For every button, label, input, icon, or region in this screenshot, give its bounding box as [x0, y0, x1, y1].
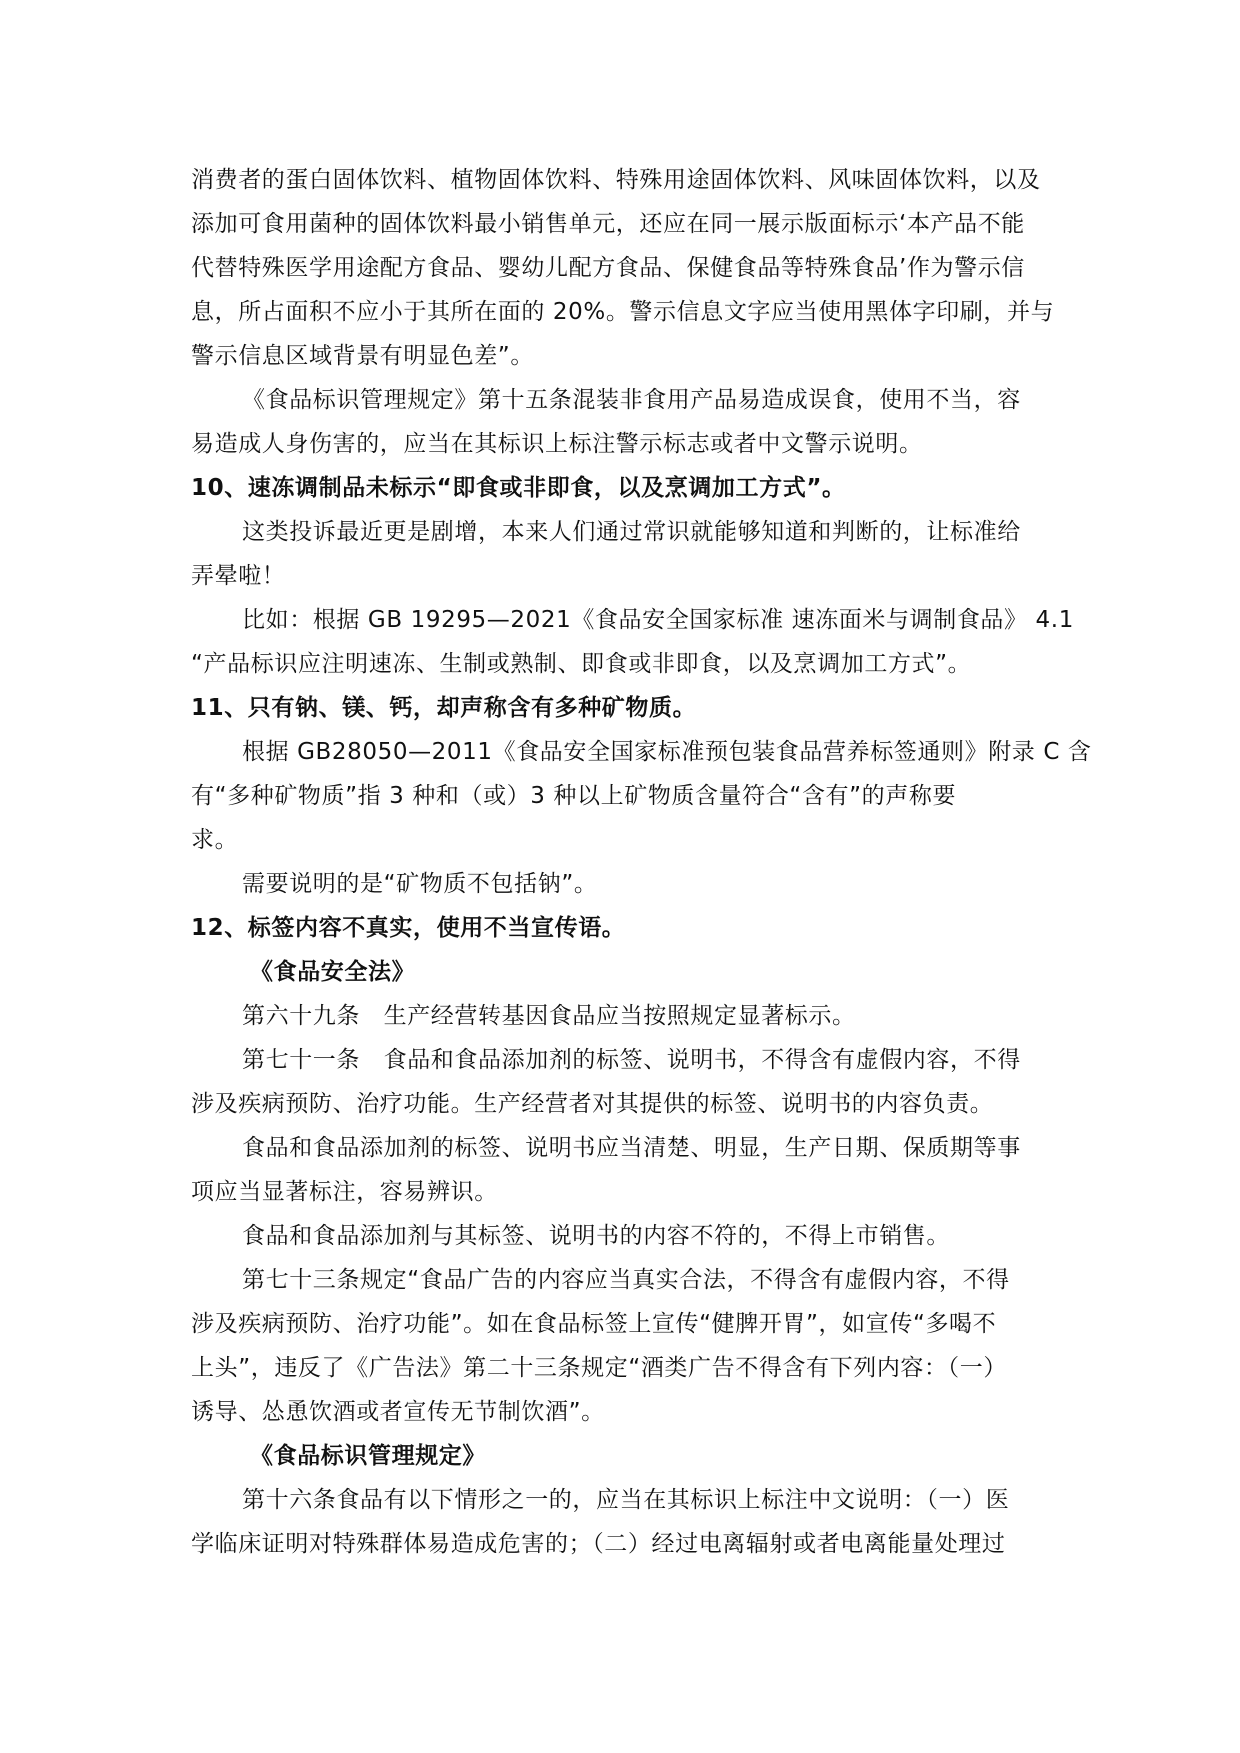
paragraph-line: 涉及疾病预防、治疗功能”。如在食品标签上宣传“健脾开胃”，如宣传“多喝不	[191, 1311, 997, 1337]
paragraph-line: 需要说明的是“矿物质不包括钠”。	[242, 871, 598, 897]
section-heading-11: 11、只有钠、镁、钙，却声称含有多种矿物质。	[191, 695, 697, 721]
paragraph-line: 第七十三条规定“食品广告的内容应当真实合法，不得含有虚假内容，不得	[242, 1267, 1010, 1293]
paragraph-line: 代替特殊医学用途配方食品、婴幼儿配方食品、保健食品等特殊食品’作为警示信	[191, 255, 1025, 281]
paragraph-line: 易造成人身伤害的，应当在其标识上标注警示标志或者中文警示说明。	[191, 431, 923, 457]
subheading-food-labeling-rules: 《食品标识管理规定》	[250, 1443, 486, 1469]
paragraph-line: 第六十九条 生产经营转基因食品应当按照规定显著标示。	[242, 1003, 856, 1029]
section-heading-10: 10、速冻调制品未标示“即食或非即食，以及烹调加工方式”。	[191, 475, 846, 501]
paragraph-line: 根据 GB28050—2011《食品安全国家标准预包装食品营养标签通则》附录 C 含	[242, 739, 1092, 765]
paragraph-line: 弄晕啦！	[191, 563, 286, 589]
section-heading-12: 12、标签内容不真实，使用不当宣传语。	[191, 915, 626, 941]
paragraph-line: 学临床证明对特殊群体易造成危害的；（二）经过电离辐射或者电离能量处理过	[191, 1531, 1006, 1557]
paragraph-line: 比如：根据 GB 19295—2021《食品安全国家标准 速冻面米与调制食品》 4.1	[242, 607, 1074, 633]
paragraph-line: 第七十一条 食品和食品添加剂的标签、说明书，不得含有虚假内容，不得	[242, 1047, 1021, 1073]
paragraph-line: 消费者的蛋白固体饮料、植物固体饮料、特殊用途固体饮料、风味固体饮料，以及	[191, 167, 1041, 193]
paragraph-line: 第十六条食品有以下情形之一的，应当在其标识上标注中文说明：（一）医	[242, 1487, 1010, 1513]
paragraph-line: 有“多种矿物质”指 3 种和（或）3 种以上矿物质含量符合“含有”的声称要	[191, 783, 957, 809]
paragraph-line: 《食品标识管理规定》第十五条混装非食用产品易造成误食，使用不当，容	[242, 387, 1021, 413]
paragraph-line: 添加可食用菌种的固体饮料最小销售单元，还应在同一展示版面标示‘本产品不能	[191, 211, 1025, 237]
paragraph-line: 诱导、怂恿饮酒或者宣传无节制饮酒”。	[191, 1399, 605, 1425]
paragraph-line: 项应当显著标注，容易辨识。	[191, 1179, 498, 1205]
paragraph-line: 食品和食品添加剂与其标签、说明书的内容不符的，不得上市销售。	[242, 1223, 950, 1249]
paragraph-line: 上头”，违反了《广告法》第二十三条规定“酒类广告不得含有下列内容：（一）	[191, 1355, 1007, 1381]
paragraph-line: 息，所占面积不应小于其所在面的 20%。警示信息文字应当使用黑体字印刷，并与	[191, 299, 1055, 325]
paragraph-line: 这类投诉最近更是剧增，本来人们通过常识就能够知道和判断的，让标准给	[242, 519, 1021, 545]
paragraph-line: 食品和食品添加剂的标签、说明书应当清楚、明显，生产日期、保质期等事	[242, 1135, 1021, 1161]
subheading-food-safety-law: 《食品安全法》	[250, 959, 416, 985]
paragraph-line: 警示信息区域背景有明显色差”。	[191, 343, 534, 369]
paragraph-line: 涉及疾病预防、治疗功能。生产经营者对其提供的标签、说明书的内容负责。	[191, 1091, 994, 1117]
paragraph-line: “产品标识应注明速冻、生制或熟制、即食或非即食，以及烹调加工方式”。	[191, 651, 972, 677]
paragraph-line: 求。	[191, 827, 239, 853]
